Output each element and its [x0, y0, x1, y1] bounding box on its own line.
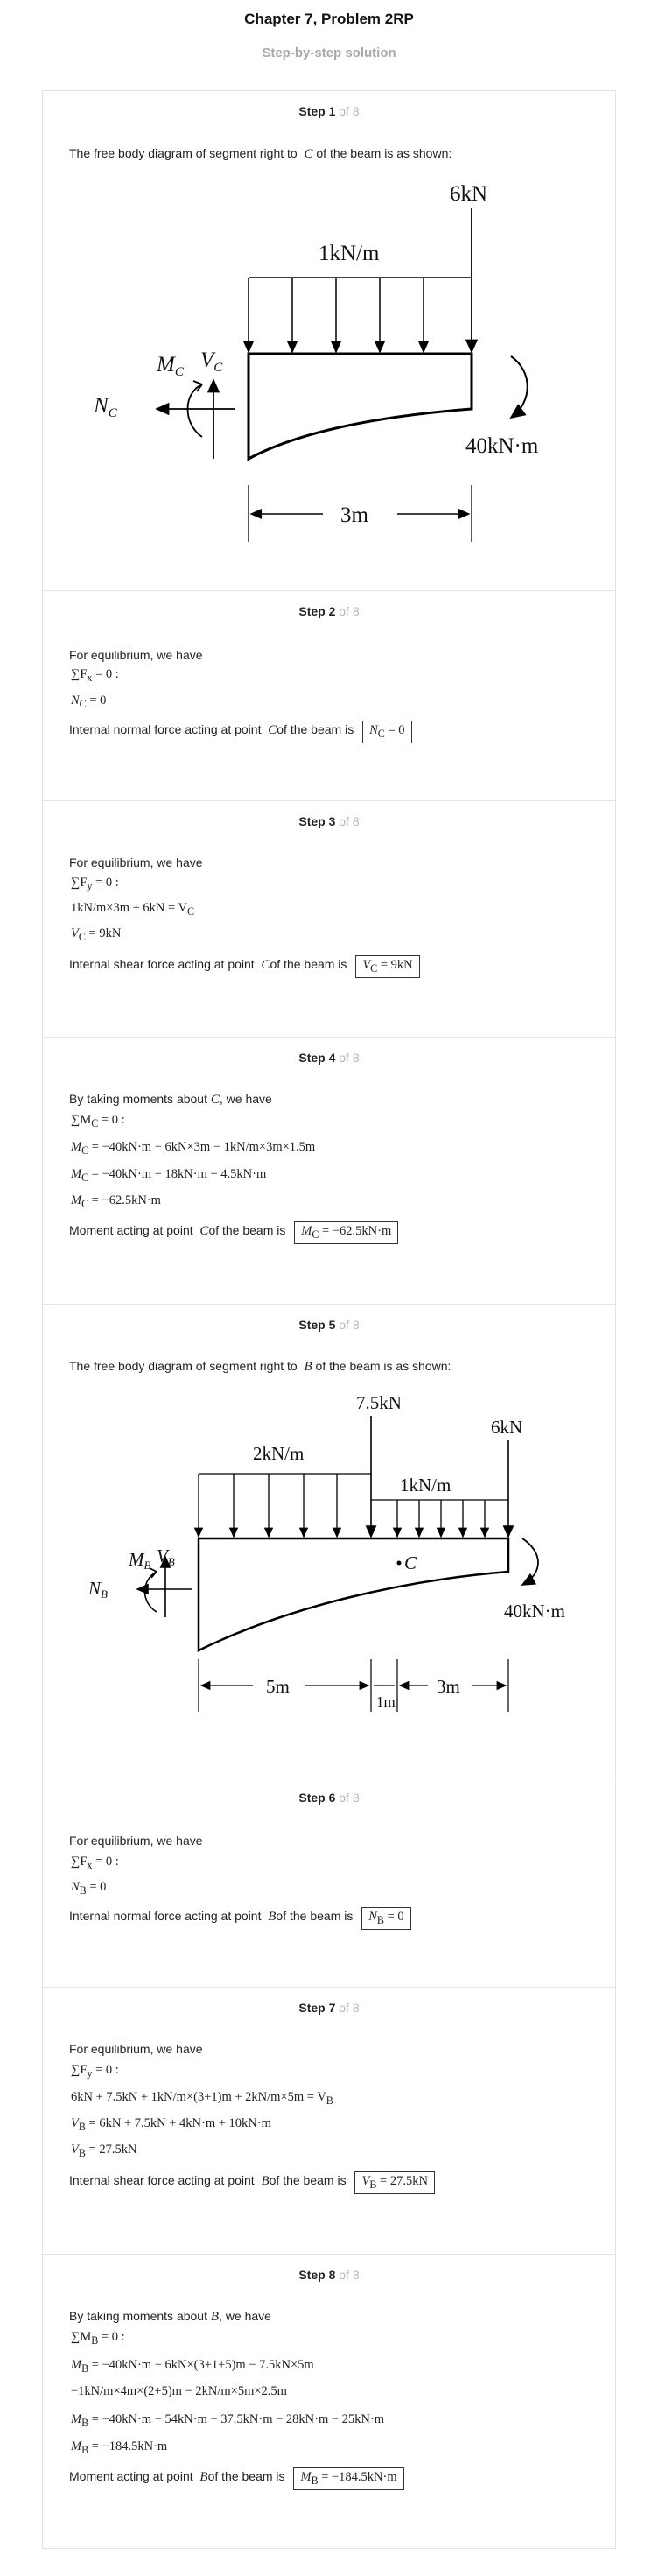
point-load-end-label: 6kN [491, 1417, 523, 1438]
equation: −1kN/m×4m×(2+5)m − 2kN/m×5m×2.5m [71, 2384, 287, 2398]
equation: $\sum F_x = 0$ : [71, 667, 119, 684]
equation: $N_B = 0$ [71, 1880, 107, 1897]
step-conclusion: Internal shear force acting at point Cof the beam is $V_C = 9kN$ [69, 955, 420, 978]
step-conclusion: Moment acting at point Cof the beam is $M_C = -62.5kN\cdot m$ [69, 1221, 398, 1244]
step-heading: Step 5 of 8 [298, 1318, 360, 1332]
equation: $M_B = -40kN\cdot m - 6kN\times(3+1+5)m - 7.5kN\times 5m$ [71, 2358, 314, 2375]
step-heading: Step 7 of 8 [298, 2001, 360, 2015]
equation: $1kN/m\times 3m + 6kN = V_C$ [71, 901, 195, 918]
free-body-diagram-b [43, 1388, 615, 1773]
equation: $V_B = 6kN + 7.5kN + 4kN\cdot m + 10kN\cdot m$ [71, 2116, 271, 2133]
equation: $M_B = -40kN\cdot m - 54kN\cdot m - 37.5kN\cdot m - 28kN\cdot m - 25kN\cdot m$ [71, 2412, 384, 2429]
moment-label: 40kN·m [504, 1601, 565, 1622]
step-heading: Step 4 of 8 [298, 1051, 360, 1065]
step-text: The free body diagram of segment right to B of the beam is as shown: [69, 1359, 452, 1374]
equation: $V_C = 9kN$ [71, 926, 122, 943]
span-right-label: 3m [437, 1676, 460, 1697]
step-heading: Step 3 of 8 [298, 814, 360, 828]
step-heading: Step 8 of 8 [298, 2268, 360, 2282]
answer-box: $N_C = 0$ [362, 721, 411, 743]
solution-container [42, 90, 616, 2549]
span-label: 3m [340, 503, 368, 527]
beam-segment [199, 1538, 508, 1650]
step-2 [43, 590, 615, 801]
equation: $M_C = -40kN\cdot m - 6kN\times 3m - 1kN/m\times 3m\times 1.5m$ [71, 1140, 316, 1157]
equation: $M_C = -62.5kN\cdot m$ [71, 1193, 161, 1210]
nb-label: NB [88, 1578, 108, 1601]
step-7 [43, 1987, 615, 2255]
free-body-diagram-c [43, 174, 615, 586]
equation: $\sum M_C = 0$ : [71, 1113, 125, 1130]
mb-label: MB [129, 1549, 151, 1572]
step-5 [43, 1304, 615, 1777]
equation: $\sum F_x = 0$ : [71, 1855, 119, 1871]
distributed-load-arrows [248, 278, 424, 352]
step-intro: For equilibrium, we have [69, 2042, 203, 2056]
page-subtitle: Step-by-step solution [262, 46, 396, 60]
moment-arrow [522, 1538, 538, 1585]
span-left-label: 5m [266, 1676, 290, 1697]
step-conclusion: Internal normal force acting at point Cof the beam is $N_C = 0$ [69, 721, 412, 743]
equation: $\sum M_B = 0$ : [71, 2330, 125, 2347]
step-4 [43, 1037, 615, 1305]
distributed-load-label: 1kN/m [318, 242, 380, 265]
step-heading: Step 6 of 8 [298, 1791, 360, 1805]
nc-label: $N_C$ [94, 394, 117, 420]
equation: $V_B = 27.5kN$ [71, 2143, 137, 2159]
point-c-marker [397, 1561, 402, 1566]
vc-label: $V_C$ [200, 348, 223, 375]
equation: $M_C = -40kN\cdot m - 18kN\cdot m - 4.5kN\cdot m$ [71, 1167, 267, 1184]
equation: $\sum F_y = 0$ : [71, 876, 119, 892]
step-8 [43, 2254, 615, 2549]
answer-box: $M_C = -62.5kN\cdot m$ [294, 1221, 398, 1244]
step-conclusion: Moment acting at point Bof the beam is $M_B = -184.5kN\cdot m$ [69, 2467, 404, 2490]
answer-box: $M_B = -184.5kN\cdot m$ [293, 2467, 403, 2490]
step-3 [43, 800, 615, 1038]
step-text: The free body diagram of segment right to C of the beam is as shown: [69, 146, 452, 161]
step-intro: For equilibrium, we have [69, 648, 203, 662]
point-load-label: 6kN [450, 182, 488, 206]
mc-label: $M_C$ [157, 353, 184, 379]
vb-label: VB [157, 1545, 175, 1568]
point-load-mid-label: 7.5kN [356, 1392, 402, 1413]
equation: $6kN + 7.5kN + 1kN/m\times(3+1)m + 2kN/m\times 5m = V_B$ [71, 2090, 333, 2107]
step-1 [43, 91, 615, 590]
moment-arrow [511, 356, 528, 418]
step-heading: Step 2 of 8 [298, 604, 360, 618]
equation: $N_C = 0$ [71, 693, 107, 710]
moment-label: 40kN·m [466, 434, 539, 458]
step-conclusion: Internal normal force acting at point Bof the beam is $N_B = 0$ [69, 1907, 411, 1930]
equation: $\sum F_y = 0$ : [71, 2063, 119, 2080]
step-6 [43, 1777, 615, 1988]
step-intro: For equilibrium, we have [69, 855, 203, 869]
step-intro: By taking moments about B, we have [69, 2309, 271, 2324]
step-heading: Step 1 of 8 [298, 104, 360, 118]
distributed-load-right-arrows [397, 1500, 485, 1537]
step-intro: By taking moments about C, we have [69, 1092, 272, 1107]
answer-box: $V_C = 9kN$ [355, 955, 419, 978]
distributed-load-left-label: 2kN/m [253, 1443, 304, 1464]
point-c-label: C [404, 1552, 417, 1573]
page-title: Chapter 7, Problem 2RP [244, 11, 414, 27]
step-intro: For equilibrium, we have [69, 1833, 203, 1848]
span-mid-label: 1m [376, 1693, 396, 1710]
beam-segment [248, 354, 472, 459]
answer-box: $N_B = 0$ [361, 1907, 410, 1930]
answer-box: $V_B = 27.5kN$ [354, 2171, 434, 2194]
step-conclusion: Internal shear force acting at point Bof the beam is $V_B = 27.5kN$ [69, 2171, 435, 2194]
distributed-load-right-label: 1kN/m [400, 1475, 452, 1496]
distributed-load-left-arrows [199, 1474, 337, 1537]
equation: $M_B = -184.5kN\cdot m$ [71, 2439, 168, 2456]
